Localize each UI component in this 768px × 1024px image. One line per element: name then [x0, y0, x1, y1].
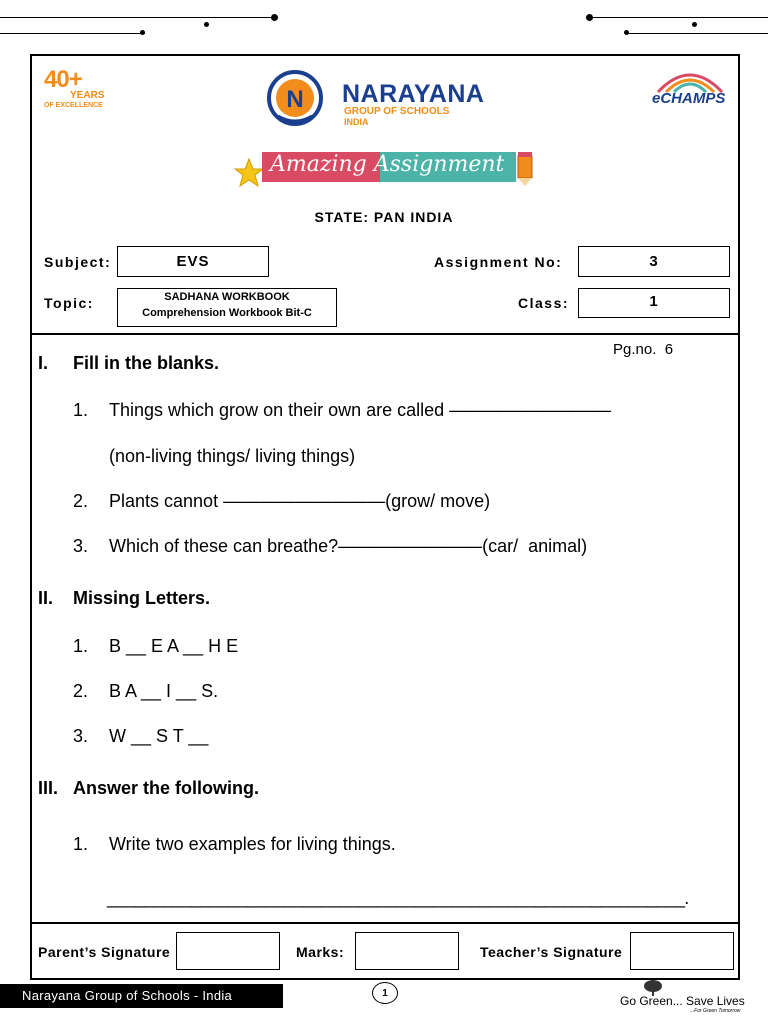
footer-org-bar: [0, 984, 283, 1008]
assignment-no-label: Assignment No:: [434, 254, 563, 270]
section-2-title: Missing Letters.: [73, 588, 211, 608]
section-3-roman: III.: [38, 778, 59, 798]
svg-text:N: N: [286, 86, 304, 113]
amazing-assignment-banner: [234, 148, 536, 190]
teacher-signature-label: Teacher’s Signature: [480, 944, 623, 960]
answer-line: ______________________________________________________________.: [107, 888, 689, 908]
top-deco-dot: [692, 22, 697, 27]
topic-value-box: [117, 288, 337, 327]
brand-group: GROUP OF SCHOOLS: [344, 106, 450, 117]
top-deco-dot: [204, 22, 209, 27]
banner-text: Amazing Assignment: [270, 152, 505, 177]
question-text: (non-living things/ living things): [109, 446, 356, 466]
class-label: Class:: [518, 295, 570, 311]
parent-signature-label: Parent’s Signature: [38, 944, 171, 960]
brand-name: NARAYANA: [342, 80, 485, 108]
subject-value: EVS: [176, 253, 210, 270]
question-text: Things which grow on their own are called —————————: [109, 400, 612, 420]
badge-excellence-text: OF EXCELLENCE: [44, 102, 103, 109]
footer-divider: [30, 922, 740, 924]
question-number: 2.: [73, 491, 89, 511]
badge-years-number: 40+: [44, 66, 82, 93]
parent-signature-box: [176, 932, 280, 970]
topic-line-2: Comprehension Workbook Bit-C: [142, 307, 312, 319]
top-deco-line-right-lower: [628, 33, 768, 34]
class-value-box: [578, 288, 730, 318]
marks-box: [355, 932, 459, 970]
question-text: Write two examples for living things.: [109, 834, 396, 854]
question-text: Plants cannot —————————(grow/ move): [109, 491, 491, 511]
narayana-emblem-icon: [262, 66, 328, 128]
footer-org-text: Narayana Group of Schools - India: [22, 988, 233, 1003]
top-deco-line-left-lower: [0, 33, 145, 34]
subject-label: Subject:: [44, 254, 112, 270]
question-number: 1.: [73, 400, 89, 420]
question-text: Which of these can breathe?————————(car/ animal): [109, 536, 588, 556]
assignment-no-value: 3: [649, 253, 659, 270]
top-deco-dot: [140, 30, 145, 35]
badge-years-word: YEARS: [70, 90, 105, 101]
top-deco-dot: [271, 14, 278, 21]
top-deco-dot: [624, 30, 629, 35]
go-green-subtext: ...For Green Tomorrow: [690, 1008, 741, 1014]
header-divider: [30, 333, 740, 335]
excellence-badge: [44, 66, 106, 114]
echamps-logo: [648, 64, 732, 110]
brand-country: INDIA: [344, 117, 369, 127]
topic-line-1: SADHANA WORKBOOK: [164, 291, 290, 303]
question-text: W __ S T __: [109, 726, 209, 746]
question-number: 3.: [73, 536, 89, 556]
section-1-title: Fill in the blanks.: [73, 353, 220, 373]
narayana-logo: [262, 66, 512, 128]
top-deco-dot: [586, 14, 593, 21]
topic-label: Topic:: [44, 295, 94, 311]
top-deco-line-right: [590, 17, 768, 18]
question-text: B A __ I __ S.: [109, 681, 219, 701]
page-number: 1: [382, 988, 388, 999]
echamps-text: eCHAMPS: [652, 90, 726, 107]
pencil-mascot-icon: [514, 150, 536, 186]
page-number-circle: [372, 982, 398, 1004]
page-number-label: Pg.no. 6: [613, 341, 674, 358]
assignment-no-box: [578, 246, 730, 277]
marks-label: Marks:: [296, 944, 345, 960]
teacher-signature-box: [630, 932, 734, 970]
question-number: 1.: [73, 834, 89, 854]
section-2-roman: II.: [38, 588, 54, 608]
subject-value-box: [117, 246, 269, 277]
section-3-title: Answer the following.: [73, 778, 260, 798]
go-green-text: Go Green... Save Lives: [620, 994, 745, 1008]
question-number: 2.: [73, 681, 89, 701]
question-text: B __ E A __ H E: [109, 636, 239, 656]
top-deco-line-left: [0, 17, 275, 18]
section-1-roman: I.: [38, 353, 49, 373]
state-label: STATE: PAN INDIA: [314, 209, 454, 225]
question-number: 3.: [73, 726, 89, 746]
question-number: 1.: [73, 636, 89, 656]
class-value: 1: [649, 293, 659, 310]
star-mascot-icon: [234, 158, 264, 188]
